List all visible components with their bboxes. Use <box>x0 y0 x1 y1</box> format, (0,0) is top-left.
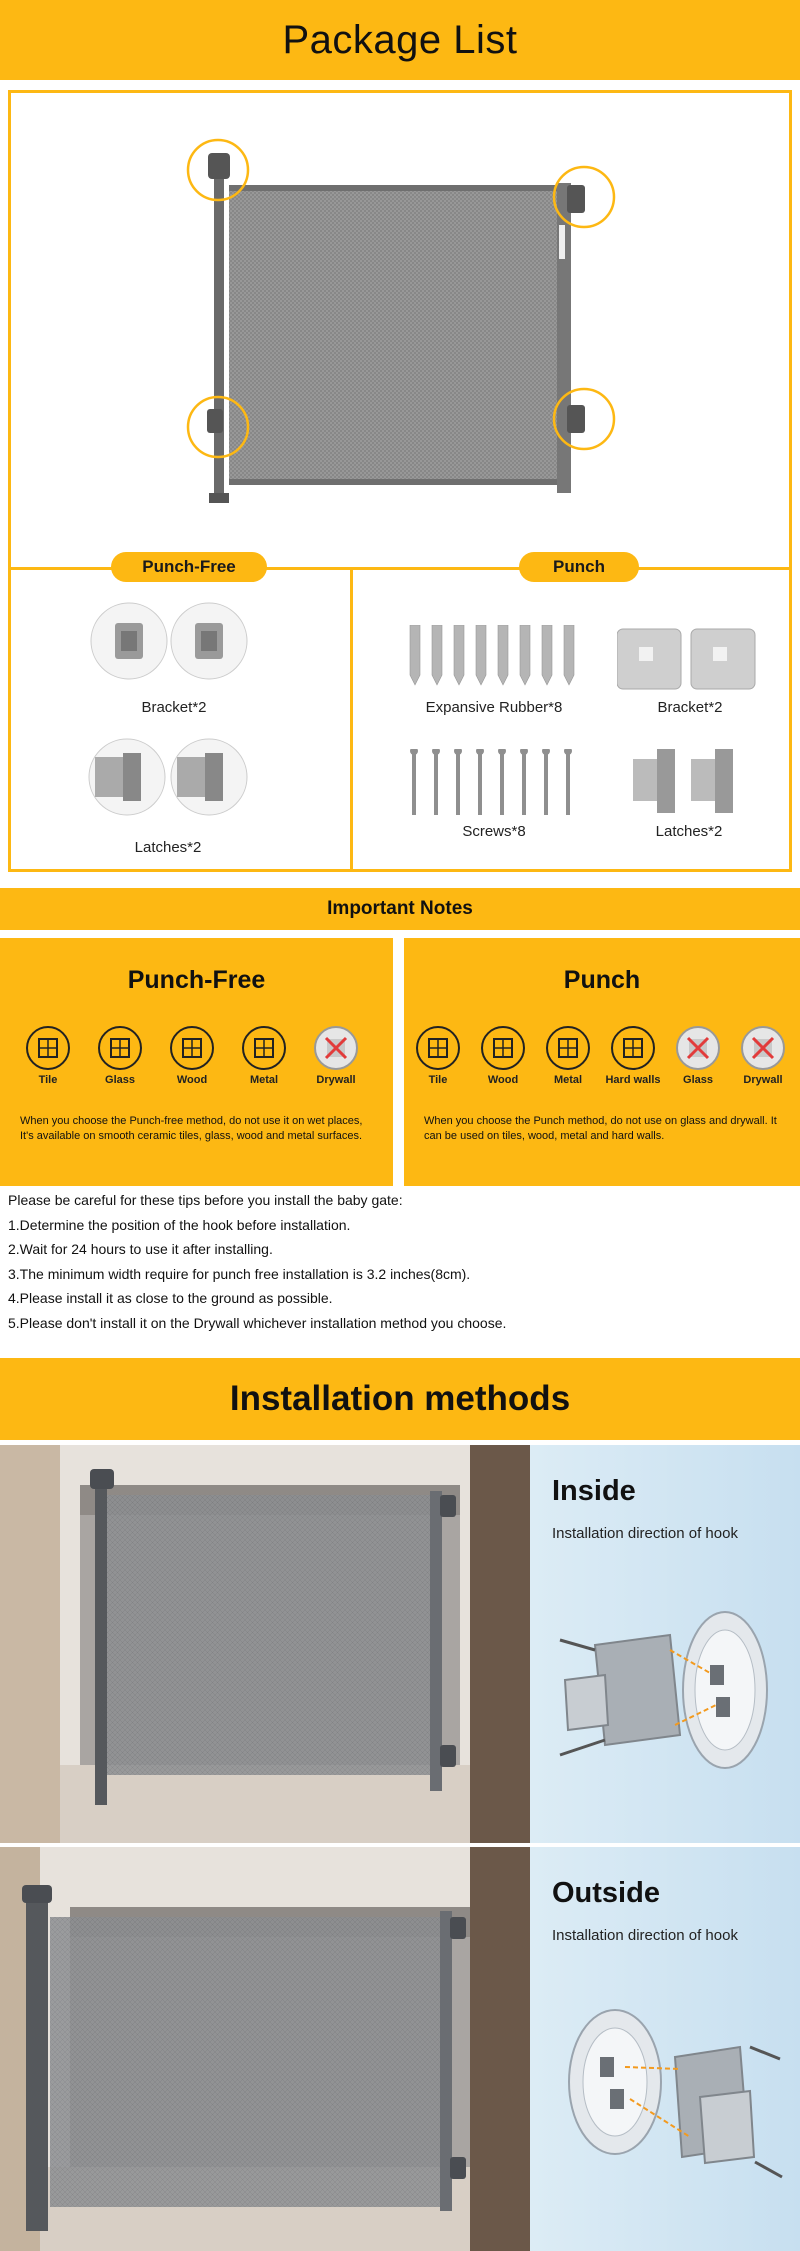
outside-subtitle: Installation direction of hook <box>552 1927 738 1944</box>
wall-type-label: Wood <box>176 1074 208 1086</box>
header-band <box>0 0 800 80</box>
wall-type-label: Drywall <box>316 1074 356 1086</box>
tips-intro: Please be careful for these tips before you install the baby gate: <box>8 1192 403 1208</box>
allowed-icon <box>26 1026 70 1070</box>
tip-item: 1.Determine the position of the hook before installation. <box>8 1216 351 1233</box>
card-title: Punch-Free <box>127 966 266 994</box>
wall-type-label: Hard walls <box>605 1074 661 1086</box>
wall-type-glass <box>88 1026 152 1086</box>
hook-direction-icon <box>550 1987 790 2207</box>
wall-type-wood <box>471 1026 535 1086</box>
punch-free-card <box>0 938 393 1186</box>
install-title: Installation methods <box>229 1379 571 1418</box>
item-label: Screws*8 <box>462 823 526 840</box>
installation-methods-band <box>0 1358 800 1440</box>
wall-type-row <box>0 1026 393 1106</box>
wall-type-label: Glass <box>105 1074 135 1086</box>
item-label: Expansive Rubber*8 <box>425 699 563 716</box>
wall-type-label: Tile <box>38 1074 58 1086</box>
allowed-icon <box>170 1026 214 1070</box>
item-label: Bracket*2 <box>141 699 207 716</box>
allowed-icon <box>416 1026 460 1070</box>
allowed-icon <box>242 1026 286 1070</box>
not-allowed-icon <box>741 1026 785 1070</box>
wall-type-label: Wood <box>487 1074 519 1086</box>
punch-label: Punch <box>519 552 639 582</box>
wall-type-label: Glass <box>683 1074 713 1086</box>
package-list-box <box>8 90 792 872</box>
item-label: Latches*2 <box>655 823 723 840</box>
wall-type-metal <box>232 1026 296 1086</box>
inside-title: Inside <box>552 1475 636 1507</box>
round-latch-icon <box>83 737 283 821</box>
allowed-icon <box>611 1026 655 1070</box>
divider <box>350 567 353 869</box>
gate-product-image <box>11 93 789 567</box>
outside-panel <box>530 1847 800 2251</box>
punch-card <box>404 938 800 1186</box>
tip-item: 4.Please install it as close to the ground as possible. <box>8 1290 333 1306</box>
item-label: Latches*2 <box>134 839 202 856</box>
wall-type-drywall <box>304 1026 368 1086</box>
inside-subtitle: Installation direction of hook <box>552 1525 738 1542</box>
wall-type-wood <box>160 1026 224 1086</box>
not-allowed-icon <box>676 1026 720 1070</box>
wall-type-hard-walls <box>601 1026 665 1086</box>
wall-type-label: Drywall <box>743 1074 783 1086</box>
outside-installation-photo <box>0 1847 530 2251</box>
outside-title: Outside <box>552 1877 660 1909</box>
installation-tips <box>8 1188 792 1335</box>
screw-icon <box>404 749 584 823</box>
item-label: Bracket*2 <box>657 699 723 716</box>
punch-free-label: Punch-Free <box>111 552 267 582</box>
tip-item: 5.Please don't install it on the Drywall whichever installation method you choose. <box>8 1314 507 1331</box>
card-text: When you choose the Punch method, do not use on glass and drywall. It can be used on tiles, wood, metal and hard walls. <box>424 1115 777 1142</box>
card-title: Punch <box>563 966 641 994</box>
tip-item: 3.The minimum width require for punch free installation is 3.2 inches(8cm). <box>8 1265 471 1282</box>
notes-title: Important Notes <box>327 898 473 919</box>
not-allowed-icon <box>314 1026 358 1070</box>
important-notes-band <box>0 888 800 930</box>
wall-type-label: Tile <box>428 1074 448 1086</box>
metal-latch-icon <box>629 745 749 819</box>
wall-type-label: Metal <box>553 1074 583 1086</box>
wall-type-glass <box>666 1026 730 1086</box>
wall-type-row <box>404 1026 800 1106</box>
wall-type-tile <box>406 1026 470 1086</box>
square-bracket-icon <box>617 625 763 695</box>
page-title: Package List <box>282 17 518 62</box>
wall-type-drywall <box>731 1026 795 1086</box>
card-text: When you choose the Punch-free method, do not use it on wet places, It's available on smooth ceramic tiles, glass, wood and metal surfaces. <box>20 1115 363 1142</box>
inside-panel <box>530 1445 800 1843</box>
round-bracket-icon <box>89 601 289 685</box>
wall-type-tile <box>16 1026 80 1086</box>
hook-direction-icon <box>550 1585 790 1805</box>
allowed-icon <box>481 1026 525 1070</box>
allowed-icon <box>98 1026 142 1070</box>
tip-item: 2.Wait for 24 hours to use it after installing. <box>8 1241 273 1257</box>
wall-type-label: Metal <box>249 1074 279 1086</box>
wall-type-metal <box>536 1026 600 1086</box>
wall-anchor-icon <box>404 625 584 695</box>
allowed-icon <box>546 1026 590 1070</box>
inside-installation-photo <box>0 1445 530 1843</box>
